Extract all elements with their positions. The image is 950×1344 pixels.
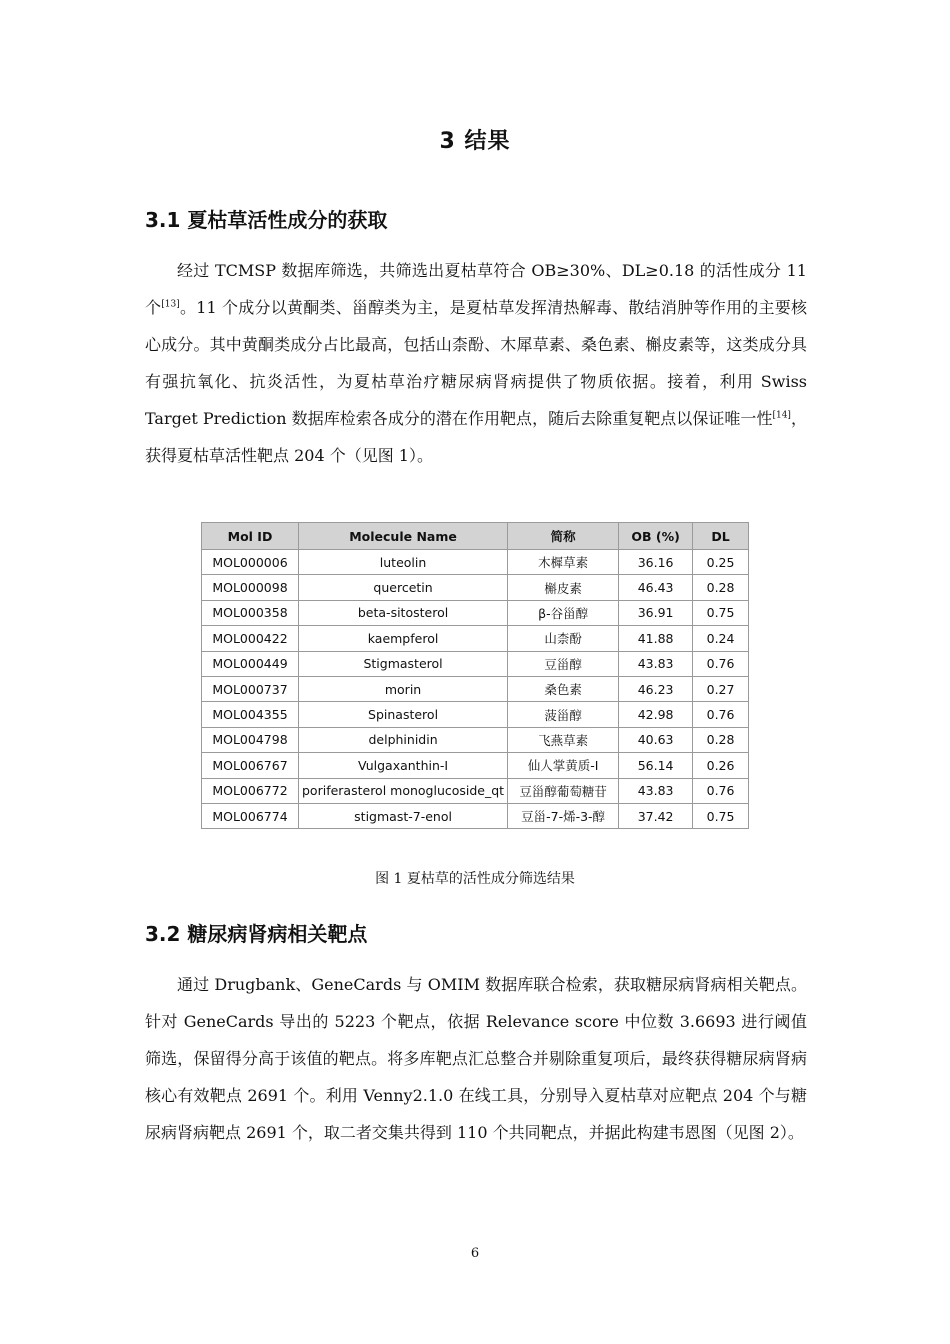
cell-ob: 37.42 bbox=[619, 803, 693, 828]
header-dl: DL bbox=[693, 523, 749, 550]
paragraph-text: 经过 TCMSP 数据库筛选，共筛选出夏枯草符合 OB≥30%、DL≥0.18 的活性成分 11 个 bbox=[145, 261, 807, 317]
cell-short-name: 豆甾醇 bbox=[508, 651, 619, 676]
cell-dl: 0.28 bbox=[693, 727, 749, 752]
cell-molecule-name: beta-sitosterol bbox=[299, 600, 508, 625]
table-row bbox=[202, 626, 749, 651]
cell-ob: 46.43 bbox=[619, 575, 693, 600]
cell-mol-id: MOL000006 bbox=[202, 550, 299, 575]
cell-dl: 0.28 bbox=[693, 575, 749, 600]
cell-short-name: 桑色素 bbox=[508, 676, 619, 701]
cell-molecule-name: luteolin bbox=[299, 550, 508, 575]
cell-dl: 0.75 bbox=[693, 803, 749, 828]
cell-ob: 43.83 bbox=[619, 651, 693, 676]
cell-molecule-name: Vulgaxanthin-I bbox=[299, 753, 508, 778]
section-3-2-paragraph: 通过 Drugbank、GeneCards 与 OMIM 数据库联合检索，获取糖尿病肾病相关靶点。针对 GeneCards 导出的 5223 个靶点，依据 Relevance score 中位数 3.6693 进行阈值筛选，保留得分高于该值的靶点。将多库靶点汇总整合并剔除重复项后，最终获得糖尿病肾病核心有效靶点 2691 个。利用 Venny2.1.0 在线工具，分别导入夏枯草对应靶点 204 个与糖尿病肾病靶点 2691 个，取二者交集共得到 110 个共同靶点，并据此构建韦恩图（见图 2）。 bbox=[145, 975, 807, 1142]
cell-ob: 36.16 bbox=[619, 550, 693, 575]
cell-molecule-name: kaempferol bbox=[299, 626, 508, 651]
section-heading-3-1: 3.1 夏枯草活性成分的获取 bbox=[145, 208, 388, 232]
cell-mol-id: MOL004798 bbox=[202, 727, 299, 752]
cell-dl: 0.76 bbox=[693, 778, 749, 803]
cell-ob: 36.91 bbox=[619, 600, 693, 625]
table-row bbox=[202, 651, 749, 676]
table-row bbox=[202, 600, 749, 625]
cell-ob: 40.63 bbox=[619, 727, 693, 752]
header-molecule-name: Molecule Name bbox=[299, 523, 508, 550]
table-row bbox=[202, 575, 749, 600]
table-row bbox=[202, 727, 749, 752]
cell-ob: 42.98 bbox=[619, 702, 693, 727]
cell-short-name: 豆甾-7-烯-3-醇 bbox=[508, 803, 619, 828]
table-header-row bbox=[202, 523, 749, 550]
cell-mol-id: MOL006767 bbox=[202, 753, 299, 778]
cell-short-name: 木樨草素 bbox=[508, 550, 619, 575]
cell-short-name: 菠甾醇 bbox=[508, 702, 619, 727]
cell-dl: 0.75 bbox=[693, 600, 749, 625]
cell-molecule-name: delphinidin bbox=[299, 727, 508, 752]
header-short-name: 简称 bbox=[508, 523, 619, 550]
citation-14: [14] bbox=[772, 410, 791, 421]
cell-mol-id: MOL000737 bbox=[202, 676, 299, 701]
table-row bbox=[202, 702, 749, 727]
cell-ob: 46.23 bbox=[619, 676, 693, 701]
cell-mol-id: MOL000449 bbox=[202, 651, 299, 676]
figure-1-caption: 图 1 夏枯草的活性成分筛选结果 bbox=[375, 871, 575, 887]
table-row bbox=[202, 550, 749, 575]
cell-molecule-name: stigmast-7-enol bbox=[299, 803, 508, 828]
cell-short-name: 山柰酚 bbox=[508, 626, 619, 651]
cell-dl: 0.76 bbox=[693, 651, 749, 676]
cell-dl: 0.24 bbox=[693, 626, 749, 651]
header-mol-id: Mol ID bbox=[202, 523, 299, 550]
cell-ob: 56.14 bbox=[619, 753, 693, 778]
cell-mol-id: MOL006774 bbox=[202, 803, 299, 828]
cell-dl: 0.76 bbox=[693, 702, 749, 727]
cell-molecule-name: poriferasterol monoglucoside_qt bbox=[299, 778, 508, 803]
cell-short-name: 槲皮素 bbox=[508, 575, 619, 600]
page-number: 6 bbox=[470, 1246, 480, 1261]
chapter-title: 3 结果 bbox=[439, 129, 511, 154]
cell-mol-id: MOL000098 bbox=[202, 575, 299, 600]
cell-short-name: 仙人掌黄质-I bbox=[508, 753, 619, 778]
cell-dl: 0.26 bbox=[693, 753, 749, 778]
table-row bbox=[202, 676, 749, 701]
cell-short-name: 豆甾醇葡萄糖苷 bbox=[508, 778, 619, 803]
cell-mol-id: MOL000422 bbox=[202, 626, 299, 651]
cell-dl: 0.25 bbox=[693, 550, 749, 575]
active-components-table bbox=[201, 522, 749, 829]
table-row bbox=[202, 778, 749, 803]
cell-molecule-name: morin bbox=[299, 676, 508, 701]
header-ob: OB (%) bbox=[619, 523, 693, 550]
cell-molecule-name: quercetin bbox=[299, 575, 508, 600]
cell-mol-id: MOL004355 bbox=[202, 702, 299, 727]
paragraph-text: 。11 个成分以黄酮类、甾醇类为主，是夏枯草发挥清热解毒、散结消肿等作用的主要核心成分。其中黄酮类成分占比最高，包括山柰酚、木犀草素、桑色素、槲皮素等，这类成分具有强抗氧化、抗炎活性，为夏枯草治疗糖尿病肾病提供了物质依据。接着，利用 Swiss Target Prediction 数据库检索各成分的潜在作用靶点，随后去除重复靶点以保证唯一性 bbox=[145, 298, 807, 428]
cell-molecule-name: Spinasterol bbox=[299, 702, 508, 727]
cell-short-name: 飞燕草素 bbox=[508, 727, 619, 752]
cell-dl: 0.27 bbox=[693, 676, 749, 701]
cell-mol-id: MOL006772 bbox=[202, 778, 299, 803]
cell-ob: 41.88 bbox=[619, 626, 693, 651]
section-heading-3-2: 3.2 糖尿病肾病相关靶点 bbox=[145, 922, 368, 946]
cell-short-name: β-谷甾醇 bbox=[508, 600, 619, 625]
citation-13: [13] bbox=[161, 299, 180, 310]
table-row bbox=[202, 803, 749, 828]
cell-ob: 43.83 bbox=[619, 778, 693, 803]
paragraph-text: ，获得夏枯草活性靶点 204 个（见图 1）。 bbox=[145, 409, 807, 465]
cell-mol-id: MOL000358 bbox=[202, 600, 299, 625]
table-row bbox=[202, 753, 749, 778]
section-3-1-paragraph bbox=[145, 252, 807, 474]
cell-molecule-name: Stigmasterol bbox=[299, 651, 508, 676]
